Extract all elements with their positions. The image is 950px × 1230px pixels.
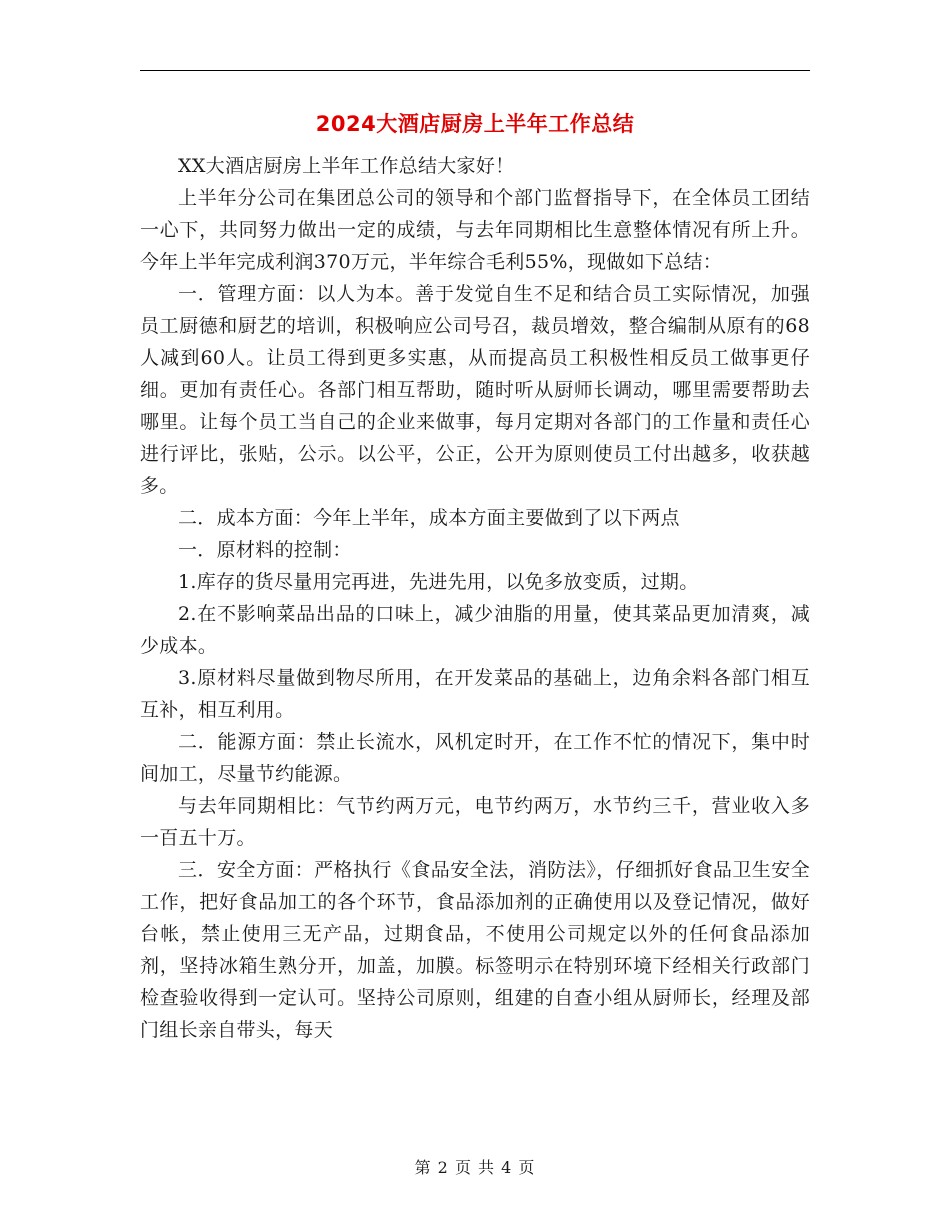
paragraph-cost-heading: 二．成本方面：今年上半年，成本方面主要做到了以下两点 <box>178 507 680 529</box>
paragraph-energy: 二．能源方面：禁止长流水，风机定时开，在工作不忙的情况下，集中时间加工，尽量节约能源。 <box>140 731 810 785</box>
paragraph-material-3: 3.原材料尽量做到物尽所用，在开发菜品的基础上，边角余料各部门相互互补，相互利用。 <box>140 667 810 721</box>
paragraph-comparison: 与去年同期相比：气节约两万元，电节约两万，水节约三千，营业收入多一百五十万。 <box>140 795 810 849</box>
document-title: 2024大酒店厨房上半年工作总结 <box>315 112 635 136</box>
paragraph-material-2: 2.在不影响菜品出品的口味上，减少油脂的用量，使其菜品更加清爽，减少成本。 <box>140 603 810 657</box>
paragraph-intro: 上半年分公司在集团总公司的领导和个部门监督指导下，在全体员工团结一心下，共同努力做出一定的成绩，与去年同期相比生意整体情况有所上升。今年上半年完成利润370万元，半年综合毛利55%，现做如下总结： <box>140 187 810 273</box>
paragraph-material-heading: 一．原材料的控制： <box>178 539 352 561</box>
document-body <box>140 150 810 1046</box>
paragraph-material-1: 1.库存的货尽量用完再进，先进先用，以免多放变质，过期。 <box>178 571 699 593</box>
header-rule <box>140 70 810 71</box>
page-footer: 第 2 页 共 4 页 <box>414 1158 536 1177</box>
paragraph-management: 一．管理方面：以人为本。善于发觉自生不足和结合员工实际情况，加强员工厨德和厨艺的培训，积极响应公司号召，裁员增效，整合编制从原有的68人减到60人。让员工得到更多实惠，从而提高员工积极性相反员工做事更仔细。更加有责任心。各部门相互帮助，随时听从厨师长调动，哪里需要帮助去哪里。让每个员工当自己的企业来做事，每月定期对各部门的工作量和责任心进行评比，张贴，公示。以公平，公正，公开为原则使员工付出越多，收获越多。 <box>140 283 810 497</box>
paragraph-greeting: XX大酒店厨房上半年工作总结大家好！ <box>178 155 515 177</box>
paragraph-safety: 三．安全方面：严格执行《食品安全法，消防法》，仔细抓好食品卫生安全工作，把好食品加工的各个环节，食品添加剂的正确使用以及登记情况，做好台帐，禁止使用三无产品，过期食品，不使用公司规定以外的任何食品添加剂，坚持冰箱生熟分开，加盖，加膜。标签明示在特别环境下经相关行政部门检查验收得到一定认可。坚持公司原则，组建的自查小组从厨师长，经理及部门组长亲自带头，每天 <box>140 859 810 1041</box>
